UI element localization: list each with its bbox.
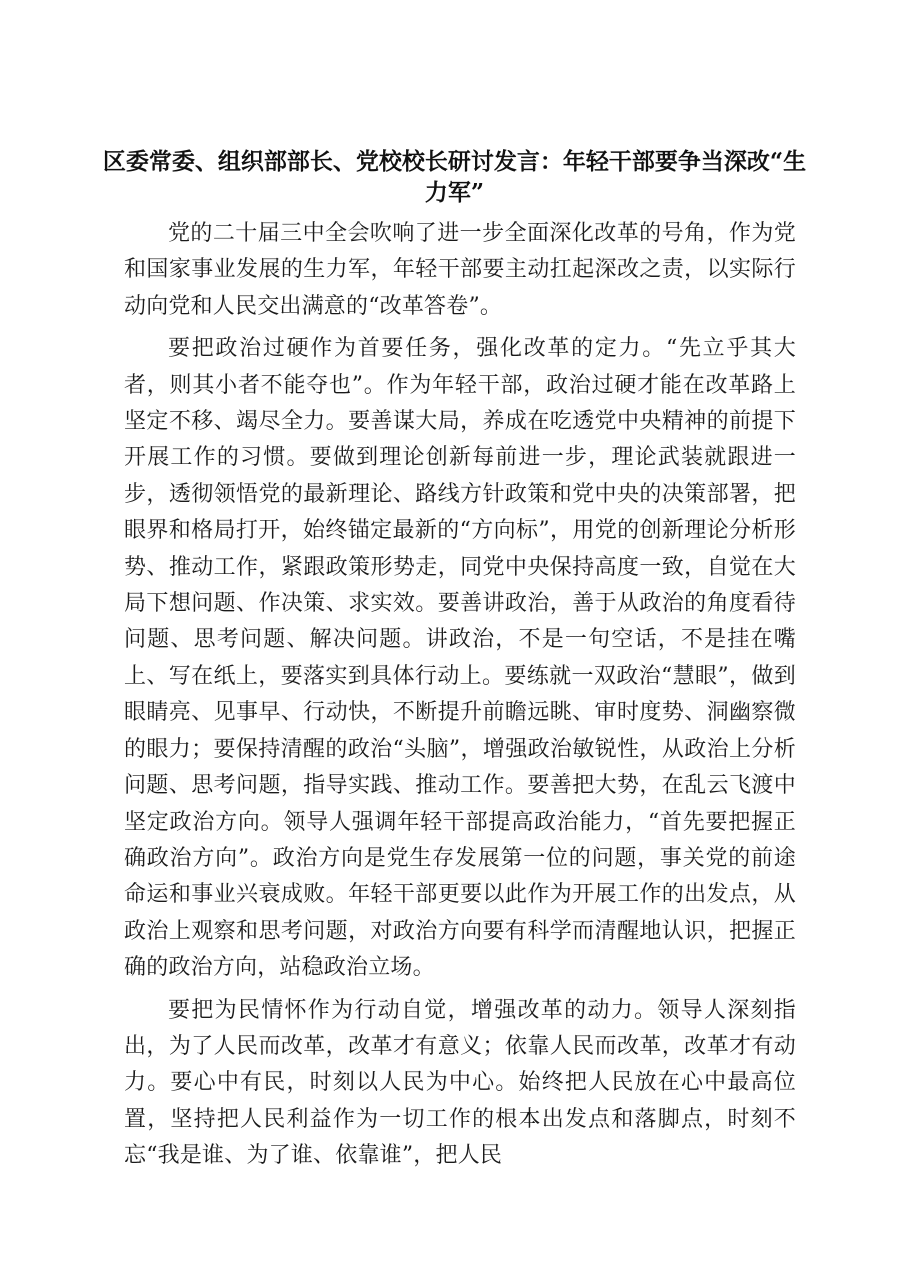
- document-title: 区委常委、组织部部长、党校校长研讨发言：年轻干部要争当深改“生力军”: [102, 148, 807, 206]
- document-body: [124, 216, 796, 1181]
- paragraph-people: 要把为民情怀作为行动自觉，增强改革的动力。领导人深刻指出，为了人民而改革，改革才有意义；依靠人民而改革，改革才有动力。要心中有民，时刻以人民为中心。始终把人民放在心中最高位置，坚持把人民利益作为一切工作的根本出发点和落脚点，时刻不忘“我是谁、为了谁、依靠谁”，把人民: [124, 997, 796, 1169]
- paragraph-political: 要把政治过硬作为首要任务，强化改革的定力。“先立乎其大者，则其小者不能夺也”。作为年轻干部，政治过硬才能在改革路上坚定不移、竭尽全力。要善谋大局，养成在吃透党中央精神的前提下开展工作的习惯。要做到理论创新每前进一步，理论武装就跟进一步，透彻领悟党的最新理论、路线方针政策和党中央的决策部署，把眼界和格局打开，始终锚定最新的“方向标”，用党的创新理论分析形势、推动工作，紧跟政策形势走，同党中央保持高度一致，自觉在大局下想问题、作决策、求实效。要善讲政治，善于从政治的角度看待问题、思考问题、解决问题。讲政治，不是一句空话，不是挂在嘴上、写在纸上，要落实到具体行动上。要练就一双政治“慧眼”，做到眼睛亮、见事早、行动快，不断提升前瞻远眺、审时度势、洞幽察微的眼力；要保持清醒的政治“头脑”，增强政治敏锐性，从政治上分析问题、思考问题，指导实践、推动工作。要善把大势，在乱云飞渡中坚定政治方向。领导人强调年轻干部提高政治能力，“首先要把握正确政治方向”。政治方向是党生存发展第一位的问题，事关党的前途命运和事业兴衰成败。年轻干部更要以此作为开展工作的出发点，从政治上观察和思考问题，对政治方向要有科学而清醒地认识，把握正确的政治方向，站稳政治立场。: [124, 336, 796, 981]
- paragraph-intro: 党的二十届三中全会吹响了进一步全面深化改革的号角，作为党和国家事业发展的生力军，年轻干部要主动扛起深改之责，以实际行动向党和人民交出满意的“改革答卷”。: [124, 221, 796, 319]
